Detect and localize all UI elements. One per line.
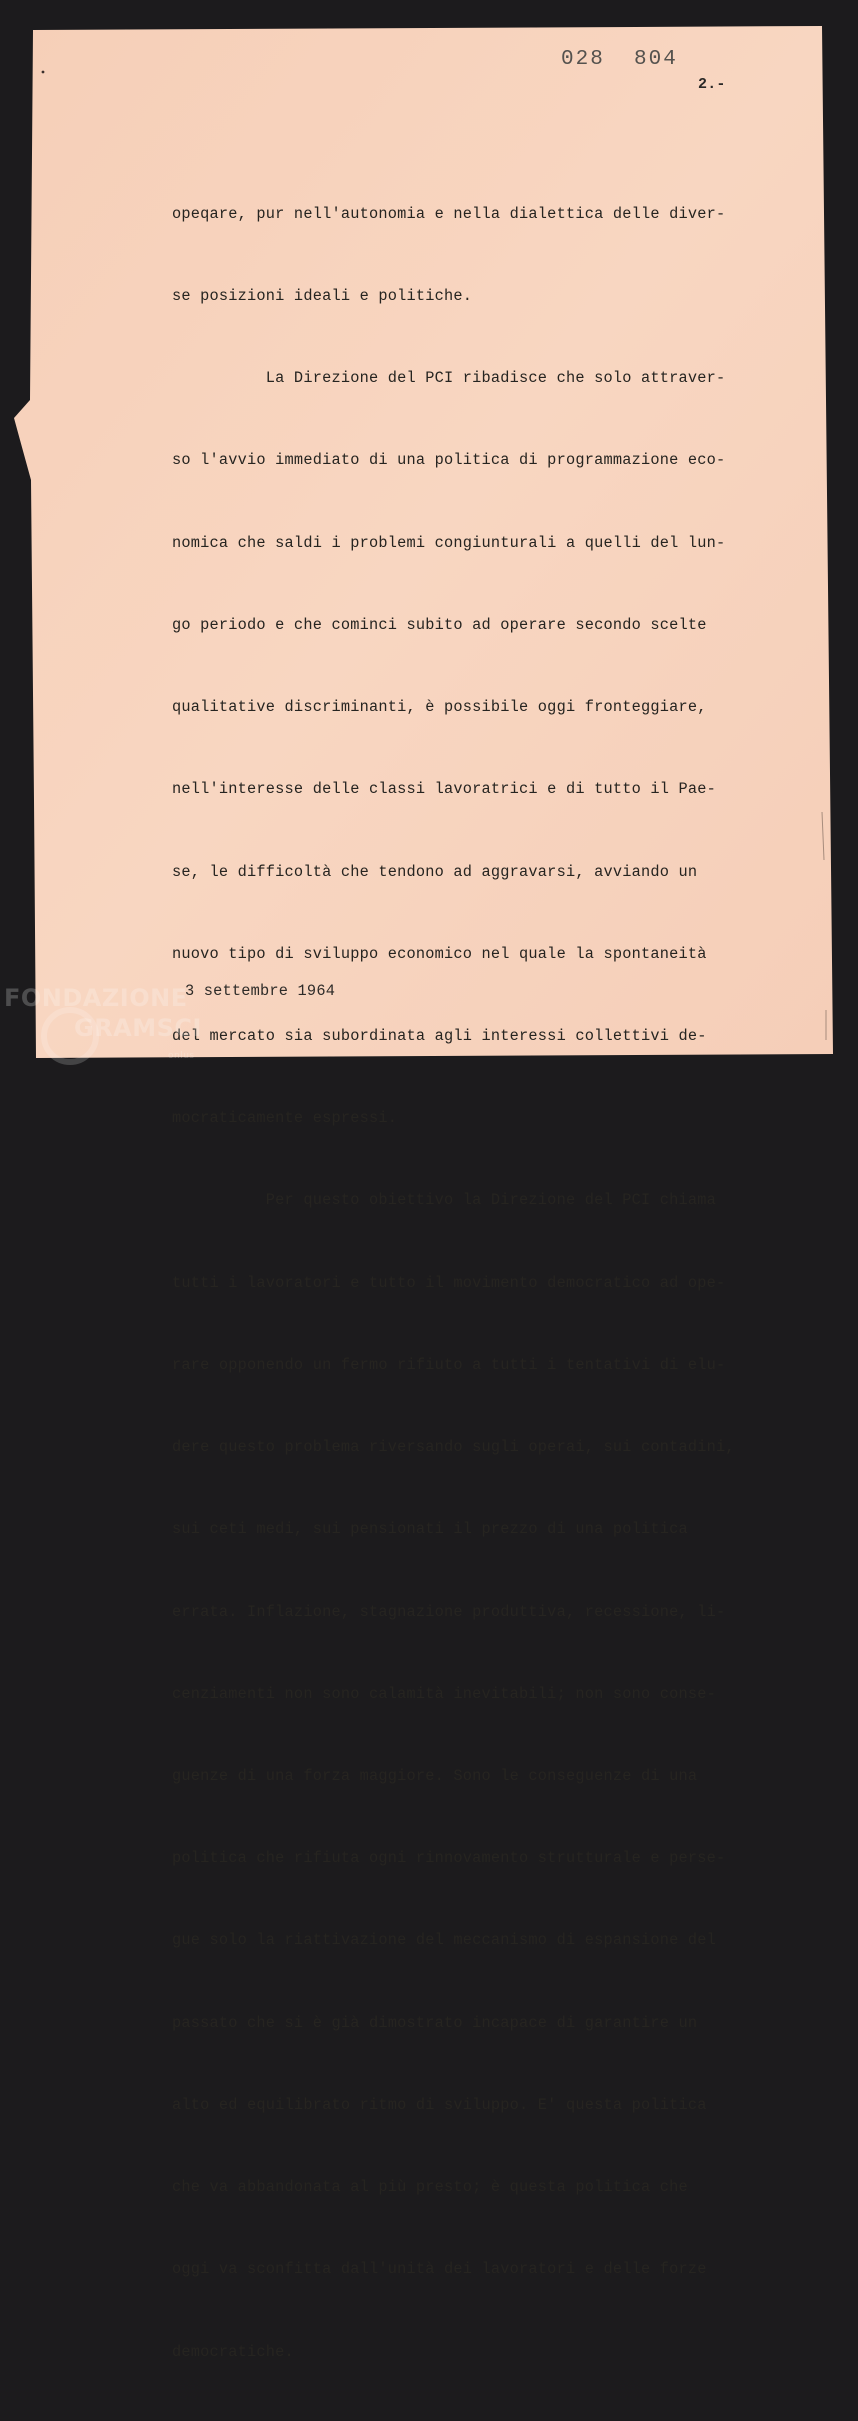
watermark-line-onlus: onlus: [168, 1051, 195, 1061]
body-line: che va abbandonata al più presto; è questa politica che: [172, 2178, 688, 2197]
watermark-line-fondazione: FONDAZIONE: [4, 984, 188, 1012]
body-line: alto ed equilibrato ritmo di sviluppo. E' questa politica: [172, 2095, 707, 2114]
body-line: se, le difficoltà che tendono ad aggravarsi, avviando un: [172, 862, 698, 881]
body-line: Per questo obiettivo la Direzione del PCI chiama: [172, 1191, 717, 1210]
body-line: se posizioni ideali e politiche.: [172, 287, 473, 306]
body-line: nell'interesse delle classi lavoratrici e di tutto il Pae-: [172, 780, 717, 799]
body-line: gue solo la riattivazione del meccanismo di espansione del: [172, 1931, 717, 1950]
paper-speck: [42, 71, 45, 74]
body-line: passato che si è già dimostrato incapace di garantire un: [172, 2013, 698, 2032]
body-line: nomica che saldi i problemi congiunturali a quelli del lun-: [172, 533, 726, 552]
body-line: tutti i lavoratori e tutto il movimento democratico ad ope-: [172, 1273, 726, 1292]
document-body: [172, 146, 735, 2421]
fondazione-gramsci-watermark: [4, 984, 202, 1061]
body-line: so l'avvio immediato di una politica di programmazione eco-: [172, 451, 726, 470]
body-line: sui ceti medi, sui pensionati il prezzo di una politica: [172, 1520, 688, 1539]
body-line: opeqare, pur nell'autonomia e nella dialettica delle diver-: [172, 204, 726, 223]
page-number: 2.-: [698, 76, 726, 93]
body-line: qualitative discriminanti, è possibile oggi fronteggiare,: [172, 698, 707, 717]
body-line: La Direzione del PCI ribadisce che solo attraver-: [172, 369, 726, 388]
body-line: politica che rifiuta ogni rinnovamento strutturale e perse-: [172, 1849, 726, 1868]
body-line: nuovo tipo di sviluppo economico nel quale la spontaneità: [172, 944, 707, 963]
watermark-line-gramsci: GRAMSCI: [74, 1014, 202, 1042]
body-line: go periodo e che cominci subito ad operare secondo scelte: [172, 615, 707, 634]
body-line: mocraticamente espressi.: [172, 1109, 398, 1128]
body-line: rare opponendo un fermo rifiuto a tutti i tentativi di elu-: [172, 1355, 726, 1374]
body-line: oggi va sconfitta dall'unità dei lavoratori e delle forze: [172, 2260, 707, 2279]
archive-serial-number: 028 804: [561, 48, 678, 71]
body-line: guenze di una forza maggiore. Sono le conseguenze di una: [172, 1766, 698, 1785]
body-line: cenziamenti non sono calamità inevitabili; non sono conse-: [172, 1684, 717, 1703]
body-line: dere questo problema riversando sugli operai, sui contadini,: [172, 1438, 735, 1457]
document-date: 3 settembre 1964: [185, 982, 336, 1000]
body-line: errata. Inflazione, stagnazione produttiva, recessione, li-: [172, 1602, 726, 1621]
body-line: democratiche.: [172, 2342, 294, 2361]
body-line: del mercato sia subordinata agli interessi collettivi de-: [172, 1027, 707, 1045]
